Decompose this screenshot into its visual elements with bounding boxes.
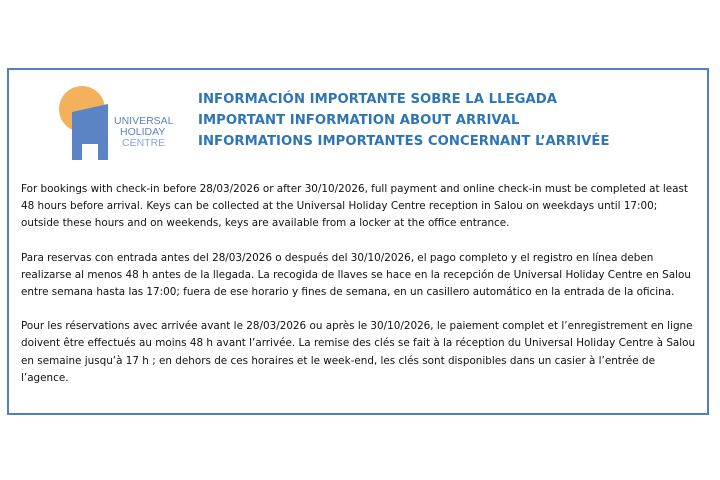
logo-text-line2: HOLIDAY (120, 126, 166, 138)
logo-text-line3: CENTRE (122, 137, 166, 149)
paragraph-english: For bookings with check-in before 28/03/2026 or after 30/10/2026, full payment and online check-in must be completed at least 48 hours before arrival. Keys can be collected at the Universal Holiday Centre reception in Salou on weekdays until 17:00; outside these hours and on weekends, keys are available from a locker at the office entrance. (21, 183, 688, 230)
logo-graphic (56, 84, 186, 164)
logo-text-line1: UNIVERSAL (114, 115, 174, 127)
heading-french: INFORMATIONS IMPORTANTES CONCERNANT L’ARRIVÉE (198, 134, 610, 149)
heading-spanish: INFORMACIÓN IMPORTANTE SOBRE LA LLEGADA (198, 92, 558, 107)
paragraph-french: Pour les réservations avec arrivée avant le 28/03/2026 ou après le 30/10/2026, le paiement complet et l’enregistrement en ligne doivent être effectués au moins 48 h avant l’arrivée. La remise des clés se fait à la réception du Universal Holiday Centre à Salou en semaine jusqu’à 17 h ; en dehors de ces horaires et le week-end, les clés sont disponibles dans un casier à l’entrée de l’agence. (21, 320, 696, 384)
headings-block (198, 89, 698, 152)
heading-english: IMPORTANT INFORMATION ABOUT ARRIVAL (198, 113, 520, 128)
paragraph-spanish: Para reservas con entrada antes del 28/03/2026 o después del 30/10/2026, el pago completo y el registro en línea deben realizarse al menos 48 h antes de la llegada. La recogida de llaves se hace en la recepción de Universal Holiday Centre en Salou entre semana hasta las 17:00; fuera de ese horario y fines de semana, en un casillero automático en la entrada de la oficina. (21, 251, 691, 299)
logo-building (72, 104, 108, 160)
notice-body (21, 181, 701, 404)
universal-holiday-centre-logo (56, 84, 186, 164)
